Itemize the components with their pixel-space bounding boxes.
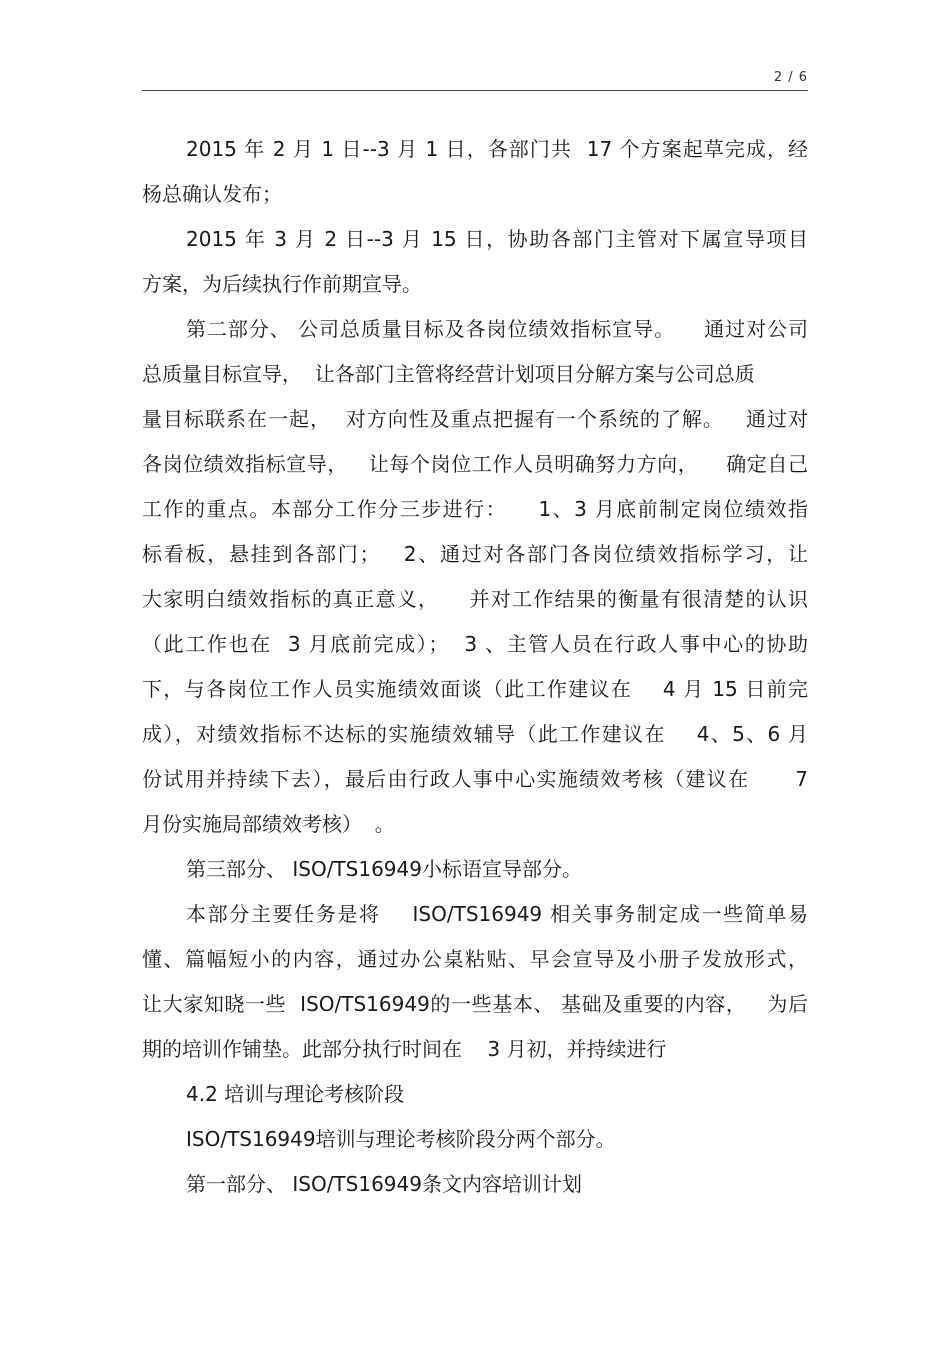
paragraph <box>142 217 808 307</box>
text-line: 第二部分、 公司总质量目标及各岗位绩效指标宣导。 通过对公司 <box>186 317 808 341</box>
text-line: 本部分主要任务是将 ISO/TS16949 相关事务制定成一些简单易 <box>186 902 808 926</box>
text-line: 期的培训作铺垫。此部分执行时间在 3 月初，并持续进行 <box>142 1037 667 1061</box>
text-line: 大家明白绩效指标的真正意义， 并对工作结果的衡量有很清楚的认识 <box>142 587 808 611</box>
text-line: 量目标联系在一起， 对方向性及重点把握有一个系统的了解。 通过对 <box>142 407 808 431</box>
paragraph <box>142 1117 808 1162</box>
text-line: 工作的重点。本部分工作分三步进行： 1、3 月底前制定岗位绩效指 <box>142 497 808 521</box>
text-line: 各岗位绩效指标宣导， 让每个岗位工作人员明确努力方向， 确定自己 <box>142 452 808 476</box>
text-line: 懂、篇幅短小的内容，通过办公桌粘贴、早会宣导及小册子发放形式， <box>142 947 808 971</box>
text-line: 第三部分、 ISO/TS16949小标语宣导部分。 <box>186 857 582 881</box>
text-line: 第一部分、 ISO/TS16949条文内容培训计划 <box>186 1172 582 1196</box>
paragraph <box>142 1072 808 1117</box>
paragraph <box>142 847 808 892</box>
document-body <box>142 127 808 1207</box>
paragraph <box>142 892 808 1072</box>
paragraph <box>142 1162 808 1207</box>
text-line: 方案，为后续执行作前期宣导。 <box>142 272 422 296</box>
paragraph <box>142 307 808 847</box>
text-line: 下，与各岗位工作人员实施绩效面谈（此工作建议在 4 月 15 日前完 <box>142 677 808 701</box>
page-number: 2 / 6 <box>773 70 808 85</box>
text-line: 份试用并持续下去），最后由行政人事中心实施绩效考核（建议在 7 <box>142 767 808 791</box>
text-line: 让大家知晓一些 ISO/TS16949的一些基本、 基础及重要的内容， 为后 <box>142 992 808 1016</box>
text-line: 月份实施局部绩效考核） 。 <box>142 812 395 836</box>
text-line: 总质量目标宣导， 让各部门主管将经营计划项目分解方案与公司总质 <box>142 362 755 386</box>
text-line: 杨总确认发布； <box>142 182 282 206</box>
text-line: 标看板，悬挂到各部门； 2、通过对各部门各岗位绩效指标学习，让 <box>142 542 808 566</box>
paragraph <box>142 127 808 217</box>
header-rule <box>142 90 808 91</box>
text-line: 2015 年 3 月 2 日--3 月 15 日，协助各部门主管对下属宣导项目 <box>186 227 808 251</box>
text-line: 成），对绩效指标不达标的实施绩效辅导（此工作建议在 4、5、6 月 <box>142 722 808 746</box>
text-line: 2015 年 2 月 1 日--3 月 1 日，各部门共 17 个方案起草完成，经 <box>186 137 808 161</box>
text-line: （此工作也在 3 月底前完成）； 3 、主管人员在行政人事中心的协助 <box>142 632 808 656</box>
text-line: ISO/TS16949培训与理论考核阶段分两个部分。 <box>186 1127 616 1151</box>
text-line: 4.2 培训与理论考核阶段 <box>186 1082 405 1106</box>
